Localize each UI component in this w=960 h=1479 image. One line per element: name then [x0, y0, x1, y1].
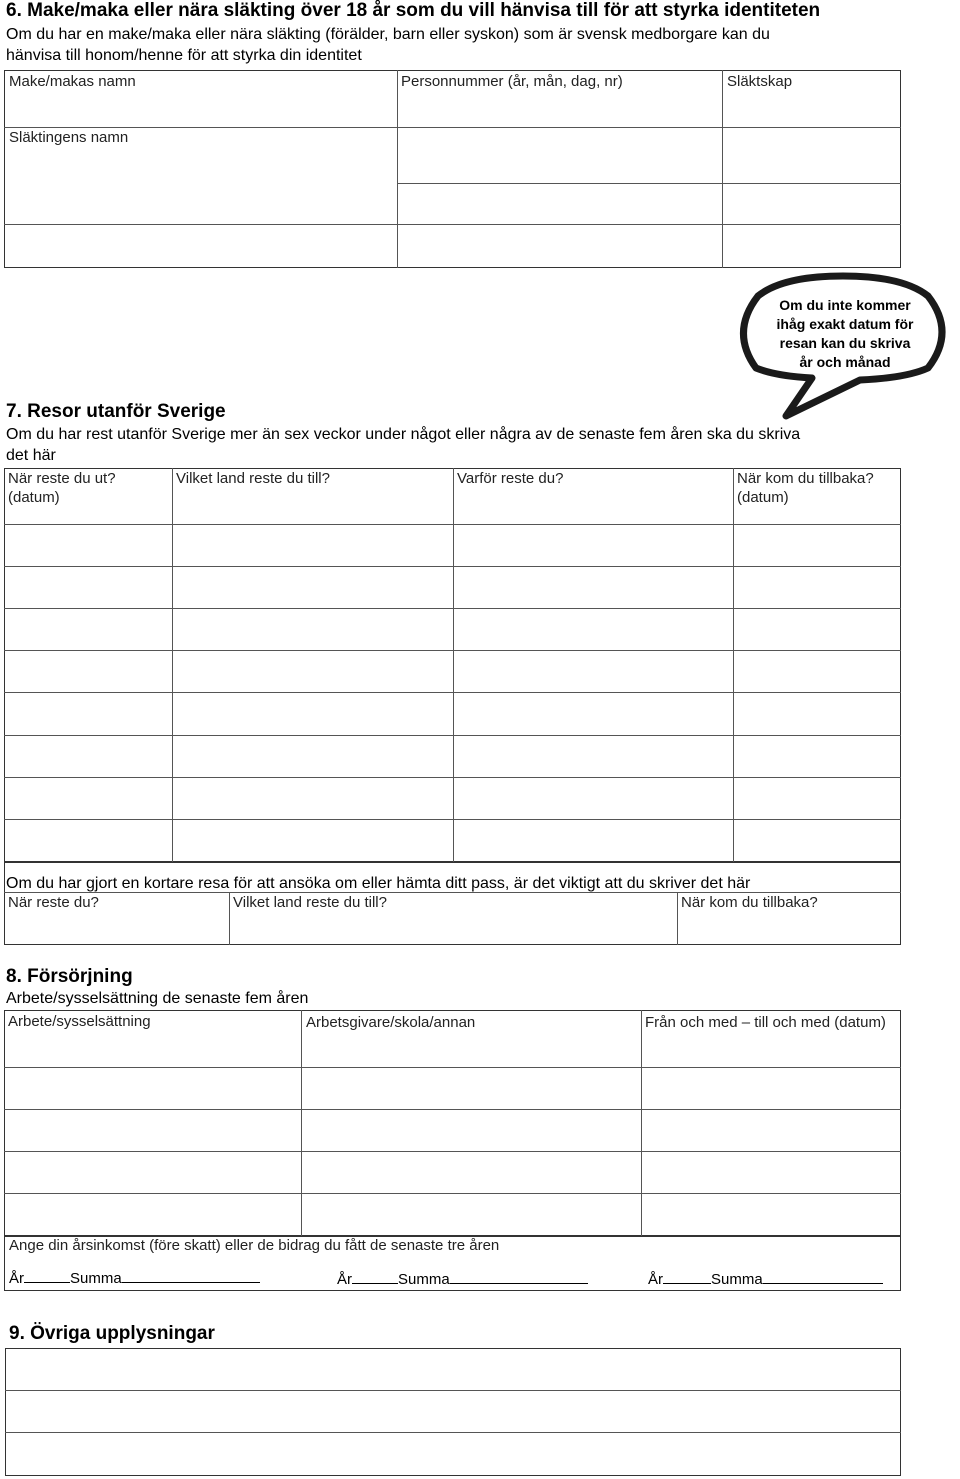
- year-label: År: [9, 1270, 24, 1287]
- section-7-description-line2: det här: [6, 447, 56, 464]
- travel-entries-area[interactable]: [5, 525, 900, 861]
- spouse-personal-number-field[interactable]: [398, 90, 721, 126]
- sum-label: Summa: [70, 1270, 122, 1287]
- spouse-name-label: Make/makas namn: [9, 73, 136, 90]
- hint-line: ihåg exakt datum för: [776, 316, 914, 332]
- return-date-label-line2: (datum): [737, 489, 789, 506]
- relative-relationship-field[interactable]: [723, 128, 900, 223]
- section-8-title: 8. Försörjning: [6, 966, 133, 987]
- sum-label: Summa: [398, 1271, 450, 1288]
- departure-date-label: [8, 469, 116, 507]
- relative-name-field-2[interactable]: [5, 225, 396, 267]
- section-7-title: 7. Resor utanför Sverige: [6, 401, 226, 422]
- passport-trip-note: Om du har gjort en kortare resa för att ansöka om eller hämta ditt pass, är det viktigt att du skriver det här: [6, 875, 751, 892]
- period-label: Från och med – till och med (datum): [645, 1014, 886, 1031]
- speech-bubble-hint: [745, 296, 945, 372]
- section-6-title: 6. Make/maka eller nära släkting över 18 år som du vill hänvisa till för att styrka identiteten: [6, 0, 821, 21]
- return-date-label: [737, 469, 874, 507]
- destination-country-label: Vilket land reste du till?: [176, 470, 330, 487]
- departure-date-label-line1: När reste du ut?: [8, 470, 116, 487]
- hint-line: Om du inte kommer: [779, 297, 911, 313]
- passport-departure-label: När reste du?: [8, 894, 99, 911]
- passport-departure-field[interactable]: [5, 912, 228, 944]
- return-date-label-line1: När kom du tillbaka?: [737, 470, 874, 487]
- occupation-label: Arbete/sysselsättning: [8, 1013, 151, 1030]
- income-year-2: [337, 1269, 588, 1289]
- section-6-description-line1: Om du har en make/maka eller nära släkting (förälder, barn eller syskon) som är svensk medborgare kan du: [6, 26, 770, 43]
- departure-date-label-line2: (datum): [8, 489, 60, 506]
- income-label: Ange din årsinkomst (före skatt) eller de bidrag du fått de senaste tre åren: [9, 1237, 500, 1254]
- year-label: År: [648, 1271, 663, 1288]
- year-field-3[interactable]: [663, 1269, 711, 1284]
- spouse-relationship-field[interactable]: [723, 90, 900, 126]
- passport-return-label: När kom du tillbaka?: [681, 894, 818, 911]
- relative-name-field[interactable]: [5, 148, 396, 223]
- passport-country-label: Vilket land reste du till?: [233, 894, 387, 911]
- sum-field-3[interactable]: [763, 1269, 883, 1284]
- section-9-title: 9. Övriga upplysningar: [9, 1323, 215, 1344]
- sum-field-1[interactable]: [122, 1268, 260, 1283]
- employment-entries-area[interactable]: [5, 1068, 900, 1235]
- section-8-subtitle: Arbete/sysselsättning de senaste fem åren: [6, 990, 309, 1007]
- sum-label: Summa: [711, 1271, 763, 1288]
- year-field-1[interactable]: [24, 1268, 70, 1283]
- passport-return-field[interactable]: [678, 912, 900, 944]
- year-label: År: [337, 1271, 352, 1288]
- year-field-2[interactable]: [352, 1269, 398, 1284]
- spouse-name-field[interactable]: [5, 90, 396, 126]
- sum-field-2[interactable]: [450, 1269, 588, 1284]
- relationship-label: Släktskap: [727, 73, 793, 90]
- employer-label: Arbetsgivare/skola/annan: [306, 1014, 476, 1031]
- relative-name-label: Släktingens namn: [9, 129, 129, 146]
- personal-number-label: Personnummer (år, mån, dag, nr): [401, 73, 623, 90]
- section-6-description-line2: hänvisa till honom/henne för att styrka din identitet: [6, 47, 362, 64]
- relative-personal-number-field[interactable]: [398, 128, 721, 223]
- relative-personal-number-field-2[interactable]: [398, 225, 721, 267]
- hint-line: resan kan du skriva: [779, 335, 911, 351]
- income-year-3: [648, 1269, 883, 1289]
- passport-country-field[interactable]: [230, 912, 676, 944]
- relative-relationship-field-2[interactable]: [723, 225, 900, 267]
- section-7-description-line1: Om du har rest utanför Sverige mer än sex veckor under något eller några av de senaste fem åren ska du skriva: [6, 426, 801, 443]
- income-year-1: [9, 1268, 260, 1288]
- hint-line: år och månad: [799, 354, 891, 370]
- travel-reason-label: Varför reste du?: [457, 470, 564, 487]
- other-info-field[interactable]: [6, 1349, 900, 1475]
